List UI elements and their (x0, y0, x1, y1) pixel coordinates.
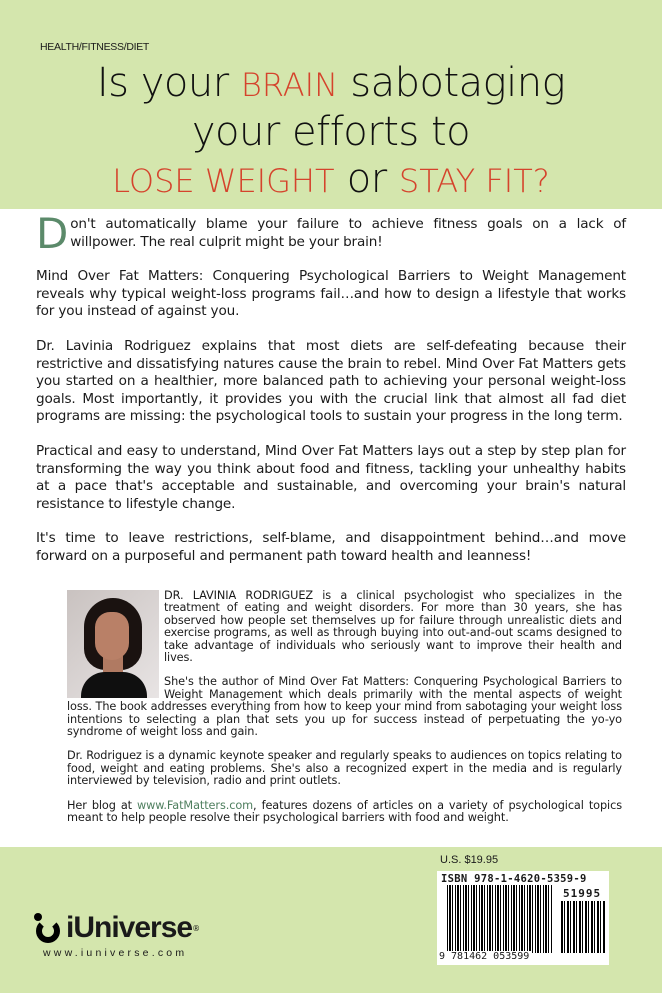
bio-paragraph: Dr. Rodriguez is a dynamic keynote speaker and regularly speaks to audiences on topics relating to food, weight and eating problems. She's also a recognized expert in the media and is regularly interviewed by television, radio and print outlets. (67, 749, 622, 788)
price: U.S. $19.95 (440, 854, 499, 866)
price-code: 51995 (563, 887, 602, 900)
barcode (437, 871, 609, 965)
bio-text: , features dozens of articles on a variety of psychological topics meant to help people resolve their psychological barriers with food and weight. (67, 798, 622, 825)
publisher-name: iUniverse (66, 911, 193, 944)
publisher-logo (34, 911, 200, 945)
headline-or: or (334, 156, 399, 202)
price-barcode-bars (561, 901, 605, 953)
drop-cap: D (36, 209, 69, 258)
blog-link[interactable]: www.FatMatters.com (137, 798, 254, 812)
bottom-band (0, 847, 662, 993)
blurb-paragraph: It's time to leave restrictions, self-blame, and disappointment behind…and move forward on a purposeful and permanent path toward health and leanness! (36, 530, 626, 564)
blurb-text: on't automatically blame your failure to achieve fitness goals on a lack of willpower. The real culprit might be your brain! (70, 216, 626, 250)
headline-text: Is your (96, 60, 241, 106)
headline (0, 60, 662, 205)
blurb-paragraph: Practical and easy to understand, Mind Over Fat Matters lays out a step by step plan for transforming the way you think about food and fitness, tackling your unhealthy habits at a pace that's acceptable and sustainable, and overcoming your brain's natural resistance to lifestyle change. (36, 442, 626, 512)
headline-stay-fit: STAY FIT? (398, 162, 550, 200)
publisher-url: www.iuniverse.com (43, 947, 188, 959)
blurb (36, 209, 626, 583)
blurb-paragraph: Dr. Lavinia Rodriguez explains that most diets are self-defeating because their restrictive and dissatisfying natures cause the brain to rebel. Mind Over Fat Matters gets you started on a healthier, more balanced path to achieving your personal weight-loss goals. Most importantly, it provides you with the crucial link that almost all fad diet programs are missing: the psychological tools to sustain your progress in the long term. (36, 337, 626, 425)
ean-number: 9 781462 053599 (439, 951, 530, 962)
registered-mark: ® (192, 923, 201, 933)
bio-paragraph (67, 800, 622, 825)
headline-line2: your efforts to (191, 109, 471, 155)
blurb-paragraph: Mind Over Fat Matters: Conquering Psychological Barriers to Weight Management reveals why typical weight-loss programs fail…and how to design a lifestyle that works for you instead of against you. (36, 268, 626, 320)
iuniverse-logo-icon (34, 913, 62, 943)
bio-paragraph: DR. LAVINIA RODRIGUEZ is a clinical psychologist who specializes in the treatment of eating and weight disorders. For more than 30 years, she has observed how people set themselves up for failure through unrealistic diets and exercise programs, as well as through buying into out-and-out scams designed to take advantage of individuals who seriously want to improve their health and lives. (164, 589, 622, 665)
blurb-paragraph (36, 209, 626, 258)
barcode-bars (447, 885, 553, 953)
category-label: HEALTH/FITNESS/DIET (40, 41, 150, 53)
bio-paragraph: She's the author of Mind Over Fat Matters: Conquering Psychological Barriers to Weight Management which deals primarily with the mental aspects of weight loss. The book addresses everything from how to keep your mind from sabotaging your weight loss intentions to selecting a plan that sets you up for success instead of perpetuating the yo-yo syndrome of weight loss and gain. (67, 675, 622, 739)
isbn: ISBN 978-1-4620-5359-9 (441, 873, 587, 885)
headline-brain: BRAIN (240, 66, 339, 104)
headline-text: sabotaging (338, 60, 566, 106)
author-bio (67, 590, 622, 837)
author-photo (67, 590, 159, 698)
headline-lose-weight: LOSE WEIGHT (112, 162, 335, 200)
top-band (0, 0, 662, 209)
bio-text: Her blog at (67, 798, 138, 812)
